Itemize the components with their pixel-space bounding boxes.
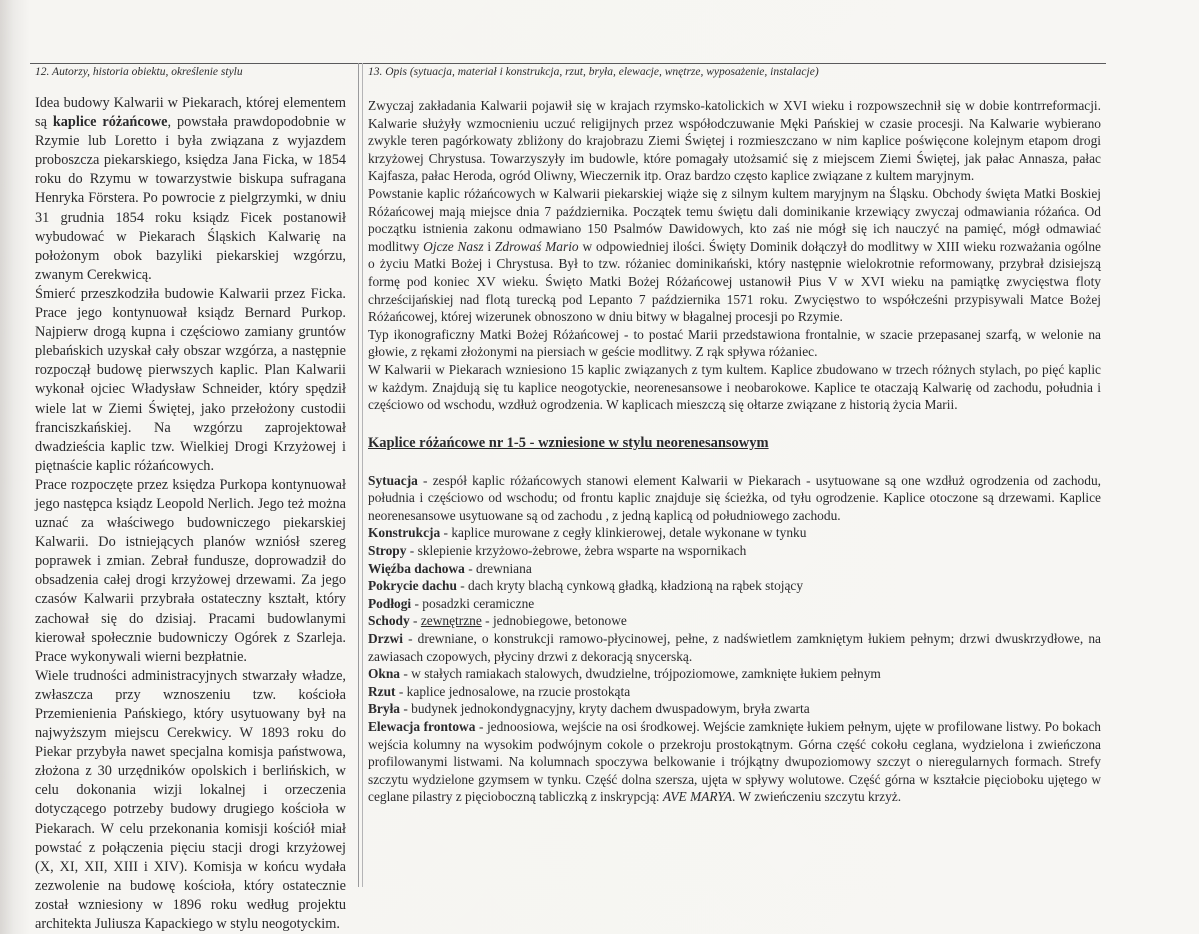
- text-run: - sklepienie krzyżowo-żebrowe, żebra wsparte na wspornikach: [406, 543, 747, 559]
- section-12-header: 12. Autorzy, historia obiektu, określenie stylu: [35, 66, 243, 78]
- text-run: - kaplice murowane z cegły klinkierowej, detale wykonane w tynku: [440, 525, 807, 541]
- term-label: Stropy: [368, 543, 407, 559]
- term-label: Więźba dachowa: [368, 560, 465, 576]
- history-paragraph: [35, 476, 346, 667]
- description-column: [368, 97, 1101, 806]
- definition-item: [368, 577, 1101, 595]
- term-label: Elewacja frontowa: [368, 719, 476, 734]
- text-run: w odpowiedniej ilości. Święty Dominik dołączył do modlitwy w XIII wieku rozważania ogólne o życiu Matki Bożej i Chrystusa. Był to tzw. różaniec dominikański, który następnie wielokrotnie reformowany, przybrał dzisiejszą formę pod koniec XV wieku. Święto Matki Bożej Różańcowej ustanowił Pius V w XVI wieku na pamiątkę zwycięstwa floty chrześcijańskiej nad flotą turecką pod Lepanto 7 października 1571 roku. Zwycięstwo to współcześni przypisywali Matce Bożej Różańcowej, której wizerunek obnoszono w dniu bitwy w błagalnej procesji po Rzymie.: [368, 238, 1102, 325]
- definition-item: [368, 612, 1101, 630]
- text-run: Prace rozpoczęte przez księdza Purkopa kontynuował jego następca ksiądz Leopold Nerlich. Jego też można uznać za właściwego budowniczego piekarskiej Kalwarii. Do istniejących planów wzniósł szereg poprawek i zmian. Zebrał fundusze, doprowadził do obsadzenia całej drogi krzyżowej drzewami. Za jego czasów Kalwarii przybrała ostateczny kształt, który zachował się do dzisiaj. Pracami budowlanymi kierował społecznie budowniczy Ogórek z Szarleja. Prace wykonywali wierni bezpłatnie.: [35, 476, 346, 665]
- definition-item: [368, 630, 1101, 665]
- text-run: Typ ikonograficzny Matki Bożej Różańcowej - to postać Marii przedstawiona frontalnie, w szacie przepasanej szarfą, w welonie na głowie, z rękami złożonymi na piersiach w geście modlitwy. Z rąk spływa różaniec.: [368, 326, 1101, 360]
- text-run: - drewniane, o konstrukcji ramowo-płycinowej, pełne, z nadświetlem zamkniętym łukiem pełnym; drzwi dwuskrzydłowe, na zawiasach czopowych, płyciny drzwi z dekoracją snycerską.: [368, 631, 1101, 664]
- definition-list: [368, 472, 1101, 806]
- history-paragraph: [35, 285, 346, 476]
- definition-item: [368, 542, 1101, 560]
- text-run: i: [483, 238, 495, 254]
- text-run: , powstała prawdopodobnie w Rzymie lub Loretto i była związana z wyjazdem proboszcza piekarskiego, księdza Jana Ficka, w 1854 roku do Rzymu w towarzystwie biskupa sufragana Henryka Förstera. Po powrocie z pielgrzymki, w dniu 31 grudnia 1854 roku ksiądz Ficek postanowił wybudować w Piekarach Śląskich Kalwarię na położonym obok bazyliki piekarskiej wzgórzu, zwanym Cerekwicą.: [35, 114, 346, 283]
- text-run: W Kalwarii w Piekarach wzniesiono 15 kaplic związanych z tym kultem. Kaplice zbudowano w trzech różnych stylach, po pięć kaplic w każdym. Znajdują się tu kaplice neogotyckie, neorenesansowe i neobarokowe. Kaplice te otaczają Kalwarię od zachodu, południa i częściowo od wschodu, wzdłuż ogrodzenia. W kaplicach mieszczą się ołtarze związane z historią życia Marii.: [368, 361, 1101, 413]
- history-column: [35, 94, 346, 934]
- description-paragraph: [368, 185, 1101, 326]
- term-label: Sytuacja: [368, 472, 418, 488]
- description-paragraphs: [368, 97, 1101, 414]
- text-run: - drewniana: [464, 560, 532, 576]
- description-paragraph: [368, 97, 1101, 185]
- text-run: Zdrowaś Mario: [494, 238, 579, 254]
- text-run: - w stałych ramiakach stalowych, dwudzielne, trójpoziomowe, zamknięte łukiem pełnym: [400, 666, 881, 682]
- definition-item: [368, 595, 1101, 613]
- text-run: - kaplice jednosalowe, na rzucie prostokąta: [395, 683, 631, 699]
- text-run: . W zwieńczeniu szczytu krzyż.: [732, 789, 902, 805]
- description-paragraph: [368, 361, 1101, 414]
- definition-item: [368, 560, 1101, 578]
- text-run: zewnętrzne: [420, 613, 482, 629]
- text-run: AVE MARYA: [662, 789, 733, 805]
- text-run: - budynek jednokondygnacyjny, kryty dachem dwuspadowym, bryła zwarta: [400, 701, 810, 717]
- definition-item: [368, 524, 1101, 542]
- term-label: kaplice różańcowe: [52, 114, 168, 131]
- column-divider: [358, 63, 363, 887]
- definition-item: [368, 683, 1101, 701]
- text-run: - dach kryty blachą cynkową gładką, kładzioną na rąbek stojący: [456, 578, 804, 594]
- text-run: - jednobiegowe, betonowe: [481, 613, 627, 629]
- text-run: Zwyczaj zakładania Kalwarii pojawił się w krajach rzymsko-katolickich w XVI wieku i rozpowszechnił się w dobie kontrreformacji. Kalwarie służyły wzmocnieniu uczuć religijnych przez współodczuwanie Męki Pańskiej w czasie procesji. Na Kalwarie wybierano zwykle teren pagórkowaty zbliżony do krajobrazu Ziemi Świętej i rozmieszczano w nim kaplice poświęcone kolejnym etapom drogi krzyżowej Chrystusa. Towarzyszyły im budowle, które pomagały utożsamić się z miejscem Ziemi Świętej, jak pałac Annasza, pałac Kajfasza, pałac Heroda, ogród Oliwny, Wieczernik itp. Oraz bardzo często kaplice związane z kultem maryjnym.: [368, 98, 1101, 184]
- term-label: Rzut: [368, 683, 396, 699]
- definition-item: [368, 700, 1101, 718]
- definition-item: [368, 718, 1101, 806]
- history-paragraph: [35, 667, 346, 934]
- term-label: Drzwi: [368, 631, 403, 647]
- history-paragraph: [35, 94, 346, 285]
- term-label: Okna: [368, 666, 401, 682]
- text-run: Powstanie kaplic różańcowych w Kalwarii piekarskiej wiąże się z silnym kultem maryjnym na Śląsku. Obchody święta Matki Boskiej Różańcowej mają miejsce dnia 7 października. Początek temu świętu dali dominikanie krzewiący zwyczaj odmawiania różańca. Od początku istnienia zakonu odmawiano 150 Psalmów Dawidowych, kto zaś nie mógł się ich nauczyć na pamięć, mógł odmawiać modlitwy: [368, 185, 1101, 254]
- section-13-header: 13. Opis (sytuacja, materiał i konstrukcja, rzut, bryła, elewacje, wnętrze, wyposażenie, instalacje): [368, 66, 819, 78]
- text-run: - jednoosiowa, wejście na osi środkowej. Wejście zamknięte łukiem pełnym, ujęte w profilowane listwy. Po bokach wejścia kolumny na wysokim podwójnym cokole o przekroju prostokątnym. Górna część cokołu ceglana, wydzielona i zwieńczona profilowanymi listwami. Na kolumnach spoczywa belkowanie i trójkątny dwupoziomowy szczyt o nieregularnych formach. Strefy szczytu wydzielone gzymsem w tynku. Część dolna szersza, ujęta w spływy wolutowe. Część górna w kształcie pięcioboku ujętego w ceglane pilastry z pięcioboczną tabliczką z inskrypcją:: [368, 719, 1101, 805]
- description-paragraph: [368, 326, 1101, 361]
- text-run: Idea budowy Kalwarii w Piekarach, której elementem są: [35, 95, 346, 131]
- text-run: Śmierć przeszkodziła budowie Kalwarii przez Ficka. Prace jego kontynuował ksiądz Bernard Purkop. Najpierw drogą kupna i częściowo zamiany gruntów plebańskich uzyskał cały obszar wzgórza, a następnie rozpoczął budowę pierwszych kaplic. Plan Kalwarii wykonał ojciec Władysław Schneider, który spędził wiele lat w Ziemi Świętej, jako przełożony custodii franciszkańskiej. Na wzgórzu zaprojektował dwadzieścia kaplic tzw. Wielkiej Drogi Krzyżowej i piętnaście kaplic różańcowych.: [35, 285, 346, 474]
- definition-item: [368, 472, 1101, 525]
- term-label: Bryła: [368, 701, 400, 717]
- section-heading: Kaplice różańcowe nr 1-5 - wzniesione w stylu neorenesansowym: [368, 434, 769, 451]
- text-run: Ojcze Nasz: [423, 238, 484, 254]
- text-run: Wiele trudności administracyjnych stwarzały władze, zwłaszcza przy wznoszeniu tzw. kościoła Przemienienia Pańskiego, który usytuowany był na najwyższym miejscu Cerekwicy. W 1893 roku do Piekar przybyła nawet specjalna komisja państwowa, złożona z 30 urzędników opolskich i berlińskich, w celu dokonania wizji lokalnej i orzeczenia dotyczącego potrzeby budowy drugiego kościoła w Piekarach. W celu przekonania komisji kościół miał powstać z połączenia pięciu stacji drogi krzyżowej (X, XI, XII, XIII i XIV). Komisja w końcu wydała zezwolenie na budowę kościoła, który ostatecznie został wzniesiony w 1896 roku według projektu architekta Juliusza Kapackiego w stylu neogotyckim.: [35, 667, 346, 933]
- text-run: -: [409, 613, 421, 629]
- term-label: Konstrukcja: [368, 525, 441, 541]
- text-run: - posadzki ceramiczne: [411, 595, 535, 611]
- term-label: Podłogi: [368, 595, 412, 611]
- definition-item: [368, 665, 1101, 683]
- term-label: Pokrycie dachu: [368, 578, 457, 594]
- top-rule: [30, 63, 1106, 64]
- term-label: Schody: [368, 613, 410, 629]
- text-run: - zespół kaplic różańcowych stanowi element Kalwarii w Piekarach - usytuowane są one wzdłuż ogrodzenia od zachodu, południa i częściowo od wschodu; od frontu kaplic znajduje się ścieżka, od tyłu ogrodzenie. Kaplice otoczone są drzewami. Kaplice neorenesansowe usytuowane są od zachodu , z jedną kaplicą od południowego zachodu.: [368, 472, 1101, 523]
